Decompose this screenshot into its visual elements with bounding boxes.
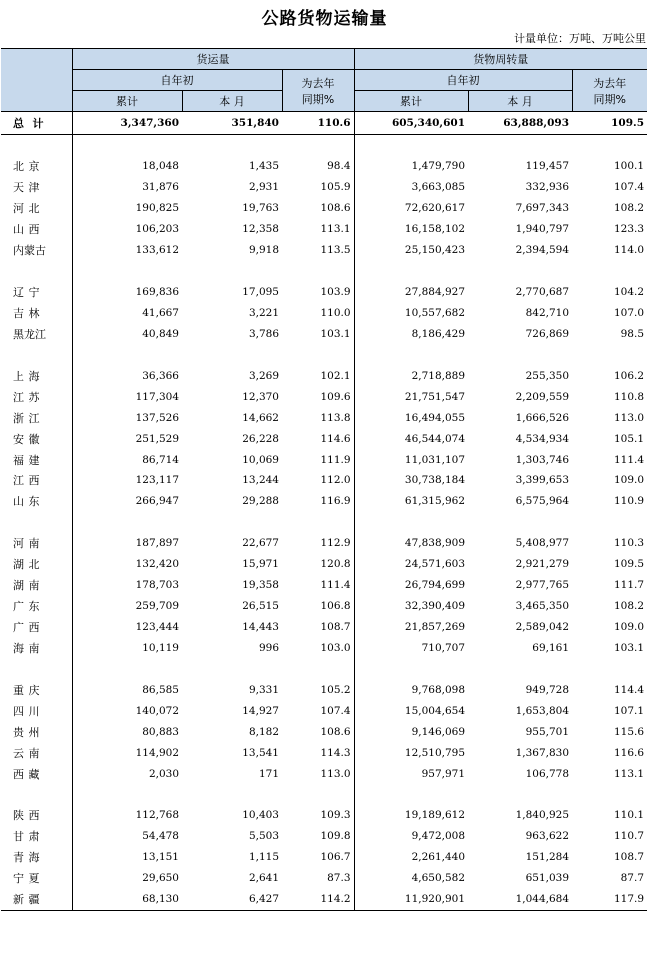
- row-name: 宁夏: [13, 872, 40, 886]
- cell-ytd-volume: 140,072: [72, 700, 182, 721]
- cell-yoy-turnover: 103.1: [613, 641, 645, 654]
- table-row: [1, 575, 647, 596]
- cell-month-volume: 14,927: [242, 704, 279, 717]
- cell-month-volume: 3,221: [248, 306, 279, 319]
- cell-ytd-volume: 112,768: [72, 805, 182, 826]
- cell-yoy-turnover: 98.5: [620, 327, 645, 340]
- cell-yoy-volume: 112.9: [320, 537, 351, 550]
- group-spacer: [1, 135, 647, 156]
- cell-yoy-volume: 109.6: [320, 390, 351, 403]
- table-row: [1, 428, 647, 449]
- header-month-turnover: 本 月: [468, 91, 572, 112]
- cell-yoy-turnover: 109.0: [613, 621, 645, 634]
- cell-month-volume: 10,403: [242, 809, 279, 822]
- cell-month-turnover: 106,778: [525, 767, 570, 780]
- cell-ytd-turnover: 61,315,962: [354, 491, 468, 512]
- cell-month-turnover: 2,394,594: [515, 244, 570, 257]
- cell-ytd-volume: 40,849: [72, 323, 182, 344]
- table-row: [1, 303, 647, 324]
- group-spacer: [1, 512, 647, 533]
- table-row: [1, 198, 647, 219]
- cell-ytd-volume: 36,366: [72, 365, 182, 386]
- cell-yoy-turnover: 111.4: [613, 453, 645, 466]
- row-name: 福建: [13, 453, 40, 467]
- table-row: [1, 596, 647, 617]
- cell-month-volume: 22,677: [242, 537, 279, 550]
- cell-ytd-volume: 178,703: [72, 575, 182, 596]
- cell-ytd-turnover: 605,340,601: [354, 112, 468, 135]
- cell-yoy-volume: 112.0: [320, 474, 351, 487]
- cell-ytd-turnover: 16,494,055: [354, 407, 468, 428]
- cell-month-volume: 1,115: [248, 851, 279, 864]
- cell-yoy-volume: 114.2: [282, 889, 354, 910]
- cell-ytd-volume: 2,030: [72, 763, 182, 784]
- cell-yoy-volume: 98.4: [327, 160, 351, 173]
- cell-yoy-turnover: 113.1: [613, 767, 645, 780]
- cell-yoy-volume: 107.4: [320, 704, 351, 717]
- cell-month-volume: 14,662: [242, 411, 279, 424]
- cell-month-volume: 1,435: [248, 160, 279, 173]
- cell-yoy-volume: 110.6: [282, 112, 354, 135]
- cell-ytd-volume: 137,526: [72, 407, 182, 428]
- cell-month-volume: 26,515: [242, 600, 279, 613]
- cell-yoy-volume: 103.1: [320, 327, 351, 340]
- row-name: 广西: [13, 621, 40, 635]
- header-cumulative-volume: 累计: [72, 91, 182, 112]
- cell-month-volume: 3,269: [248, 369, 279, 382]
- cell-ytd-turnover: 21,857,269: [354, 617, 468, 638]
- freight-table: [1, 48, 647, 911]
- cell-month-volume: 14,443: [242, 621, 279, 634]
- table-row: [1, 700, 647, 721]
- row-name: 山东: [13, 495, 40, 509]
- cell-yoy-volume: 111.4: [320, 579, 351, 592]
- cell-yoy-turnover: 110.9: [613, 495, 645, 508]
- cell-yoy-turnover: 110.3: [613, 537, 645, 550]
- cell-yoy-turnover: 108.7: [613, 851, 645, 864]
- cell-ytd-volume: 169,836: [72, 282, 182, 303]
- table-row: [1, 365, 647, 386]
- table-row: [1, 240, 647, 261]
- cell-yoy-turnover: 116.6: [613, 746, 645, 759]
- cell-month-turnover: 1,303,746: [515, 453, 570, 466]
- cell-ytd-volume: 10,119: [72, 638, 182, 659]
- cell-month-volume: 3,786: [248, 327, 279, 340]
- table-row: [1, 868, 647, 889]
- cell-ytd-volume: 251,529: [72, 428, 182, 449]
- cell-month-turnover: 1,044,684: [468, 889, 572, 910]
- cell-yoy-turnover: 114.0: [613, 244, 645, 257]
- cell-month-turnover: 955,701: [525, 725, 570, 738]
- cell-ytd-turnover: 30,738,184: [354, 470, 468, 491]
- cell-yoy-volume: 111.9: [320, 453, 351, 466]
- cell-month-volume: 26,228: [242, 432, 279, 445]
- cell-yoy-turnover: 113.0: [613, 411, 645, 424]
- cell-ytd-volume: 68,130: [72, 889, 182, 910]
- cell-ytd-volume: 117,304: [72, 386, 182, 407]
- cell-yoy-volume: 87.3: [327, 872, 351, 885]
- cell-yoy-turnover: 107.1: [613, 704, 645, 717]
- cell-month-turnover: 1,653,804: [515, 704, 570, 717]
- header-yoy-volume: 为去年 同期%: [282, 70, 354, 112]
- row-name: 内蒙古: [13, 244, 46, 258]
- cell-yoy-volume: 113.5: [320, 244, 351, 257]
- row-name: 新疆: [1, 889, 72, 910]
- cell-ytd-turnover: 3,663,085: [354, 177, 468, 198]
- row-name: 湖南: [13, 579, 40, 593]
- cell-yoy-turnover: 100.1: [613, 160, 645, 173]
- cell-yoy-volume: 113.8: [320, 411, 351, 424]
- table-row: [1, 533, 647, 554]
- cell-month-volume: 9,918: [248, 244, 279, 257]
- cell-yoy-turnover: 107.4: [613, 181, 645, 194]
- cell-yoy-volume: 120.8: [320, 558, 351, 571]
- cell-yoy-turnover: 104.2: [613, 286, 645, 299]
- cell-yoy-volume: 108.6: [320, 725, 351, 738]
- row-name: 总 计: [1, 112, 72, 135]
- row-name: 辽宁: [13, 286, 40, 300]
- cell-yoy-volume: 113.1: [320, 223, 351, 236]
- group-spacer: [1, 658, 647, 679]
- table-row: [1, 177, 647, 198]
- cell-yoy-volume: 109.3: [320, 809, 351, 822]
- cell-yoy-volume: 114.3: [320, 746, 351, 759]
- cell-yoy-turnover: 109.5: [613, 558, 645, 571]
- total-row: [1, 112, 647, 135]
- row-name: 黑龙江: [13, 327, 46, 341]
- cell-yoy-volume: 116.9: [320, 495, 351, 508]
- cell-ytd-turnover: 9,472,008: [354, 826, 468, 847]
- page-title: 公路货物运输量: [261, 9, 388, 29]
- table-row: [1, 470, 647, 491]
- header-ytd-turnover: 自年初: [354, 70, 572, 91]
- cell-month-turnover: 1,367,830: [515, 746, 570, 759]
- row-name: 浙江: [13, 411, 40, 425]
- cell-yoy-volume: 113.0: [320, 767, 351, 780]
- cell-ytd-volume: 86,714: [72, 449, 182, 470]
- cell-yoy-turnover: 111.7: [613, 579, 645, 592]
- header-ytd-volume: 自年初: [72, 70, 282, 91]
- group-spacer: [1, 344, 647, 365]
- cell-ytd-turnover: 9,146,069: [354, 721, 468, 742]
- cell-ytd-turnover: 24,571,603: [354, 554, 468, 575]
- cell-yoy-volume: 114.6: [320, 432, 351, 445]
- row-name: 甘肃: [13, 830, 40, 844]
- cell-yoy-volume: 108.6: [320, 202, 351, 215]
- cell-yoy-volume: 108.7: [320, 621, 351, 634]
- cell-ytd-volume: 106,203: [72, 219, 182, 240]
- cell-month-volume: 996: [258, 641, 279, 654]
- table-row: [1, 407, 647, 428]
- cell-yoy-volume: 106.7: [320, 851, 351, 864]
- cell-month-turnover: 119,457: [525, 160, 570, 173]
- cell-month-volume: 12,370: [242, 390, 279, 403]
- cell-month-volume: 13,244: [242, 474, 279, 487]
- cell-month-volume: 351,840: [182, 112, 282, 135]
- cell-yoy-turnover: 106.2: [613, 369, 645, 382]
- cell-month-volume: 8,182: [248, 725, 279, 738]
- table-row: [1, 889, 647, 910]
- row-name: 重庆: [13, 683, 40, 697]
- cell-ytd-volume: 190,825: [72, 198, 182, 219]
- cell-ytd-turnover: 27,884,927: [354, 282, 468, 303]
- cell-ytd-turnover: 9,768,098: [354, 679, 468, 700]
- header-freight-volume: 货运量: [72, 49, 354, 70]
- row-name: 北京: [13, 160, 40, 174]
- cell-yoy-turnover: 87.7: [620, 872, 645, 885]
- cell-month-turnover: 69,161: [532, 641, 570, 654]
- cell-ytd-turnover: 46,544,074: [354, 428, 468, 449]
- cell-month-turnover: 3,465,350: [515, 600, 570, 613]
- cell-month-turnover: 2,921,279: [515, 558, 570, 571]
- cell-month-volume: 2,931: [248, 181, 279, 194]
- cell-ytd-turnover: 12,510,795: [354, 742, 468, 763]
- cell-month-volume: 9,331: [248, 683, 279, 696]
- cell-yoy-volume: 102.1: [320, 369, 351, 382]
- cell-ytd-volume: 13,151: [72, 847, 182, 868]
- table-row: [1, 679, 647, 700]
- cell-month-turnover: 1,666,526: [515, 411, 570, 424]
- cell-yoy-turnover: 108.2: [613, 202, 645, 215]
- header-month-volume: 本 月: [182, 91, 282, 112]
- cell-yoy-volume: 103.9: [320, 286, 351, 299]
- cell-ytd-volume: 18,048: [72, 156, 182, 177]
- cell-ytd-turnover: 957,971: [354, 763, 468, 784]
- cell-yoy-volume: 105.9: [320, 181, 351, 194]
- row-name: 江西: [13, 474, 40, 488]
- table-row: [1, 638, 647, 659]
- table-row: [1, 156, 647, 177]
- cell-month-turnover: 3,399,653: [515, 474, 570, 487]
- cell-month-turnover: 5,408,977: [515, 537, 570, 550]
- cell-ytd-turnover: 710,707: [354, 638, 468, 659]
- cell-month-turnover: 151,284: [525, 851, 570, 864]
- group-spacer: [1, 261, 647, 282]
- cell-month-turnover: 949,728: [525, 683, 570, 696]
- table-row: [1, 826, 647, 847]
- cell-month-volume: 6,427: [182, 889, 282, 910]
- cell-month-volume: 29,288: [242, 495, 279, 508]
- cell-ytd-turnover: 25,150,423: [354, 240, 468, 261]
- cell-month-turnover: 7,697,343: [515, 202, 570, 215]
- cell-month-turnover: 2,770,687: [515, 286, 570, 299]
- cell-month-volume: 5,503: [248, 830, 279, 843]
- cell-yoy-turnover: 105.1: [613, 432, 645, 445]
- cell-yoy-turnover: 109.5: [572, 112, 647, 135]
- row-name: 青海: [13, 851, 40, 865]
- table-row: [1, 386, 647, 407]
- cell-ytd-volume: 80,883: [72, 721, 182, 742]
- cell-month-turnover: 726,869: [525, 327, 570, 340]
- cell-yoy-turnover: 107.0: [613, 306, 645, 319]
- cell-ytd-volume: 114,902: [72, 742, 182, 763]
- cell-yoy-volume: 106.8: [320, 600, 351, 613]
- row-name: 贵州: [13, 725, 40, 739]
- row-name: 江苏: [13, 390, 40, 404]
- cell-month-turnover: 4,534,934: [515, 432, 570, 445]
- cell-month-volume: 2,641: [248, 872, 279, 885]
- table-row: [1, 742, 647, 763]
- cell-month-volume: 15,971: [242, 558, 279, 571]
- cell-ytd-volume: 259,709: [72, 596, 182, 617]
- cell-ytd-volume: 133,612: [72, 240, 182, 261]
- cell-month-turnover: 651,039: [525, 872, 570, 885]
- cell-month-turnover: 842,710: [525, 306, 570, 319]
- table-row: [1, 617, 647, 638]
- header-corner: [1, 49, 72, 112]
- cell-yoy-volume: 110.0: [320, 306, 351, 319]
- row-name: 上海: [13, 369, 40, 383]
- cell-yoy-turnover: 117.9: [572, 889, 647, 910]
- cell-ytd-volume: 86,585: [72, 679, 182, 700]
- row-name: 西藏: [13, 767, 40, 781]
- cell-ytd-volume: 132,420: [72, 554, 182, 575]
- cell-month-turnover: 1,940,797: [515, 223, 570, 236]
- row-name: 河南: [13, 537, 40, 551]
- table-row: [1, 282, 647, 303]
- cell-ytd-volume: 123,444: [72, 617, 182, 638]
- cell-month-turnover: 6,575,964: [515, 495, 570, 508]
- cell-month-volume: 10,069: [242, 453, 279, 466]
- row-name: 河北: [13, 202, 40, 216]
- cell-ytd-turnover: 16,158,102: [354, 219, 468, 240]
- cell-month-volume: 171: [258, 767, 279, 780]
- cell-yoy-turnover: 123.3: [613, 223, 645, 236]
- table-row: [1, 449, 647, 470]
- row-name: 云南: [13, 746, 40, 760]
- cell-yoy-turnover: 114.4: [613, 683, 645, 696]
- cell-ytd-turnover: 1,479,790: [354, 156, 468, 177]
- cell-ytd-turnover: 47,838,909: [354, 533, 468, 554]
- row-name: 陕西: [13, 809, 40, 823]
- cell-month-turnover: 63,888,093: [468, 112, 572, 135]
- table-row: [1, 763, 647, 784]
- row-name: 山西: [13, 223, 40, 237]
- cell-month-volume: 12,358: [242, 223, 279, 236]
- cell-month-volume: 19,358: [242, 579, 279, 592]
- cell-ytd-volume: 123,117: [72, 470, 182, 491]
- unit-label: 计量单位：万吨、万吨公里: [514, 32, 646, 45]
- cell-month-turnover: 2,977,765: [515, 579, 570, 592]
- table-row: [1, 721, 647, 742]
- cell-month-volume: 13,541: [242, 746, 279, 759]
- row-name: 吉林: [13, 306, 40, 320]
- cell-month-turnover: 255,350: [525, 369, 570, 382]
- cell-yoy-turnover: 109.0: [613, 474, 645, 487]
- cell-yoy-volume: 103.0: [320, 641, 351, 654]
- cell-ytd-volume: 3,347,360: [72, 112, 182, 135]
- table-body: [1, 112, 647, 911]
- cell-yoy-volume: 105.2: [320, 683, 351, 696]
- cell-ytd-turnover: 32,390,409: [354, 596, 468, 617]
- cell-month-turnover: 963,622: [525, 830, 570, 843]
- cell-ytd-volume: 41,667: [72, 303, 182, 324]
- cell-ytd-volume: 54,478: [72, 826, 182, 847]
- cell-ytd-turnover: 10,557,682: [354, 303, 468, 324]
- table-row: [1, 323, 647, 344]
- header-yoy-turnover: 为去年 同期%: [572, 70, 647, 112]
- cell-ytd-turnover: 4,650,582: [354, 868, 468, 889]
- table-row: [1, 491, 647, 512]
- cell-month-volume: 17,095: [242, 286, 279, 299]
- table-row: [1, 554, 647, 575]
- row-name: 安徽: [13, 432, 40, 446]
- cell-ytd-turnover: 19,189,612: [354, 805, 468, 826]
- cell-month-turnover: 1,840,925: [515, 809, 570, 822]
- row-name: 天津: [13, 181, 40, 195]
- header-turnover: 货物周转量: [354, 49, 647, 70]
- cell-ytd-volume: 31,876: [72, 177, 182, 198]
- row-name: 四川: [13, 704, 40, 718]
- cell-ytd-volume: 187,897: [72, 533, 182, 554]
- cell-yoy-turnover: 115.6: [613, 725, 645, 738]
- cell-ytd-turnover: 2,718,889: [354, 365, 468, 386]
- row-name: 湖北: [13, 558, 40, 572]
- cell-month-turnover: 2,209,559: [515, 390, 570, 403]
- row-name: 海南: [13, 641, 40, 655]
- cell-ytd-volume: 29,650: [72, 868, 182, 889]
- cell-yoy-turnover: 108.2: [613, 600, 645, 613]
- cell-yoy-turnover: 110.1: [613, 809, 645, 822]
- cell-ytd-turnover: 26,794,699: [354, 575, 468, 596]
- header-cumulative-turnover: 累计: [354, 91, 468, 112]
- cell-ytd-turnover: 2,261,440: [354, 847, 468, 868]
- cell-ytd-turnover: 8,186,429: [354, 323, 468, 344]
- cell-ytd-volume: 266,947: [72, 491, 182, 512]
- cell-ytd-turnover: 11,031,107: [354, 449, 468, 470]
- row-name: 广东: [13, 600, 40, 614]
- cell-yoy-volume: 109.8: [320, 830, 351, 843]
- cell-yoy-turnover: 110.7: [613, 830, 645, 843]
- cell-ytd-turnover: 11,920,901: [354, 889, 468, 910]
- table-row: [1, 805, 647, 826]
- cell-ytd-turnover: 15,004,654: [354, 700, 468, 721]
- cell-ytd-turnover: 72,620,617: [354, 198, 468, 219]
- cell-month-turnover: 2,589,042: [515, 621, 570, 634]
- cell-month-turnover: 332,936: [525, 181, 570, 194]
- cell-ytd-turnover: 21,751,547: [354, 386, 468, 407]
- group-spacer: [1, 784, 647, 805]
- cell-month-volume: 19,763: [242, 202, 279, 215]
- table-row: [1, 847, 647, 868]
- table-row: [1, 219, 647, 240]
- cell-yoy-turnover: 110.8: [613, 390, 645, 403]
